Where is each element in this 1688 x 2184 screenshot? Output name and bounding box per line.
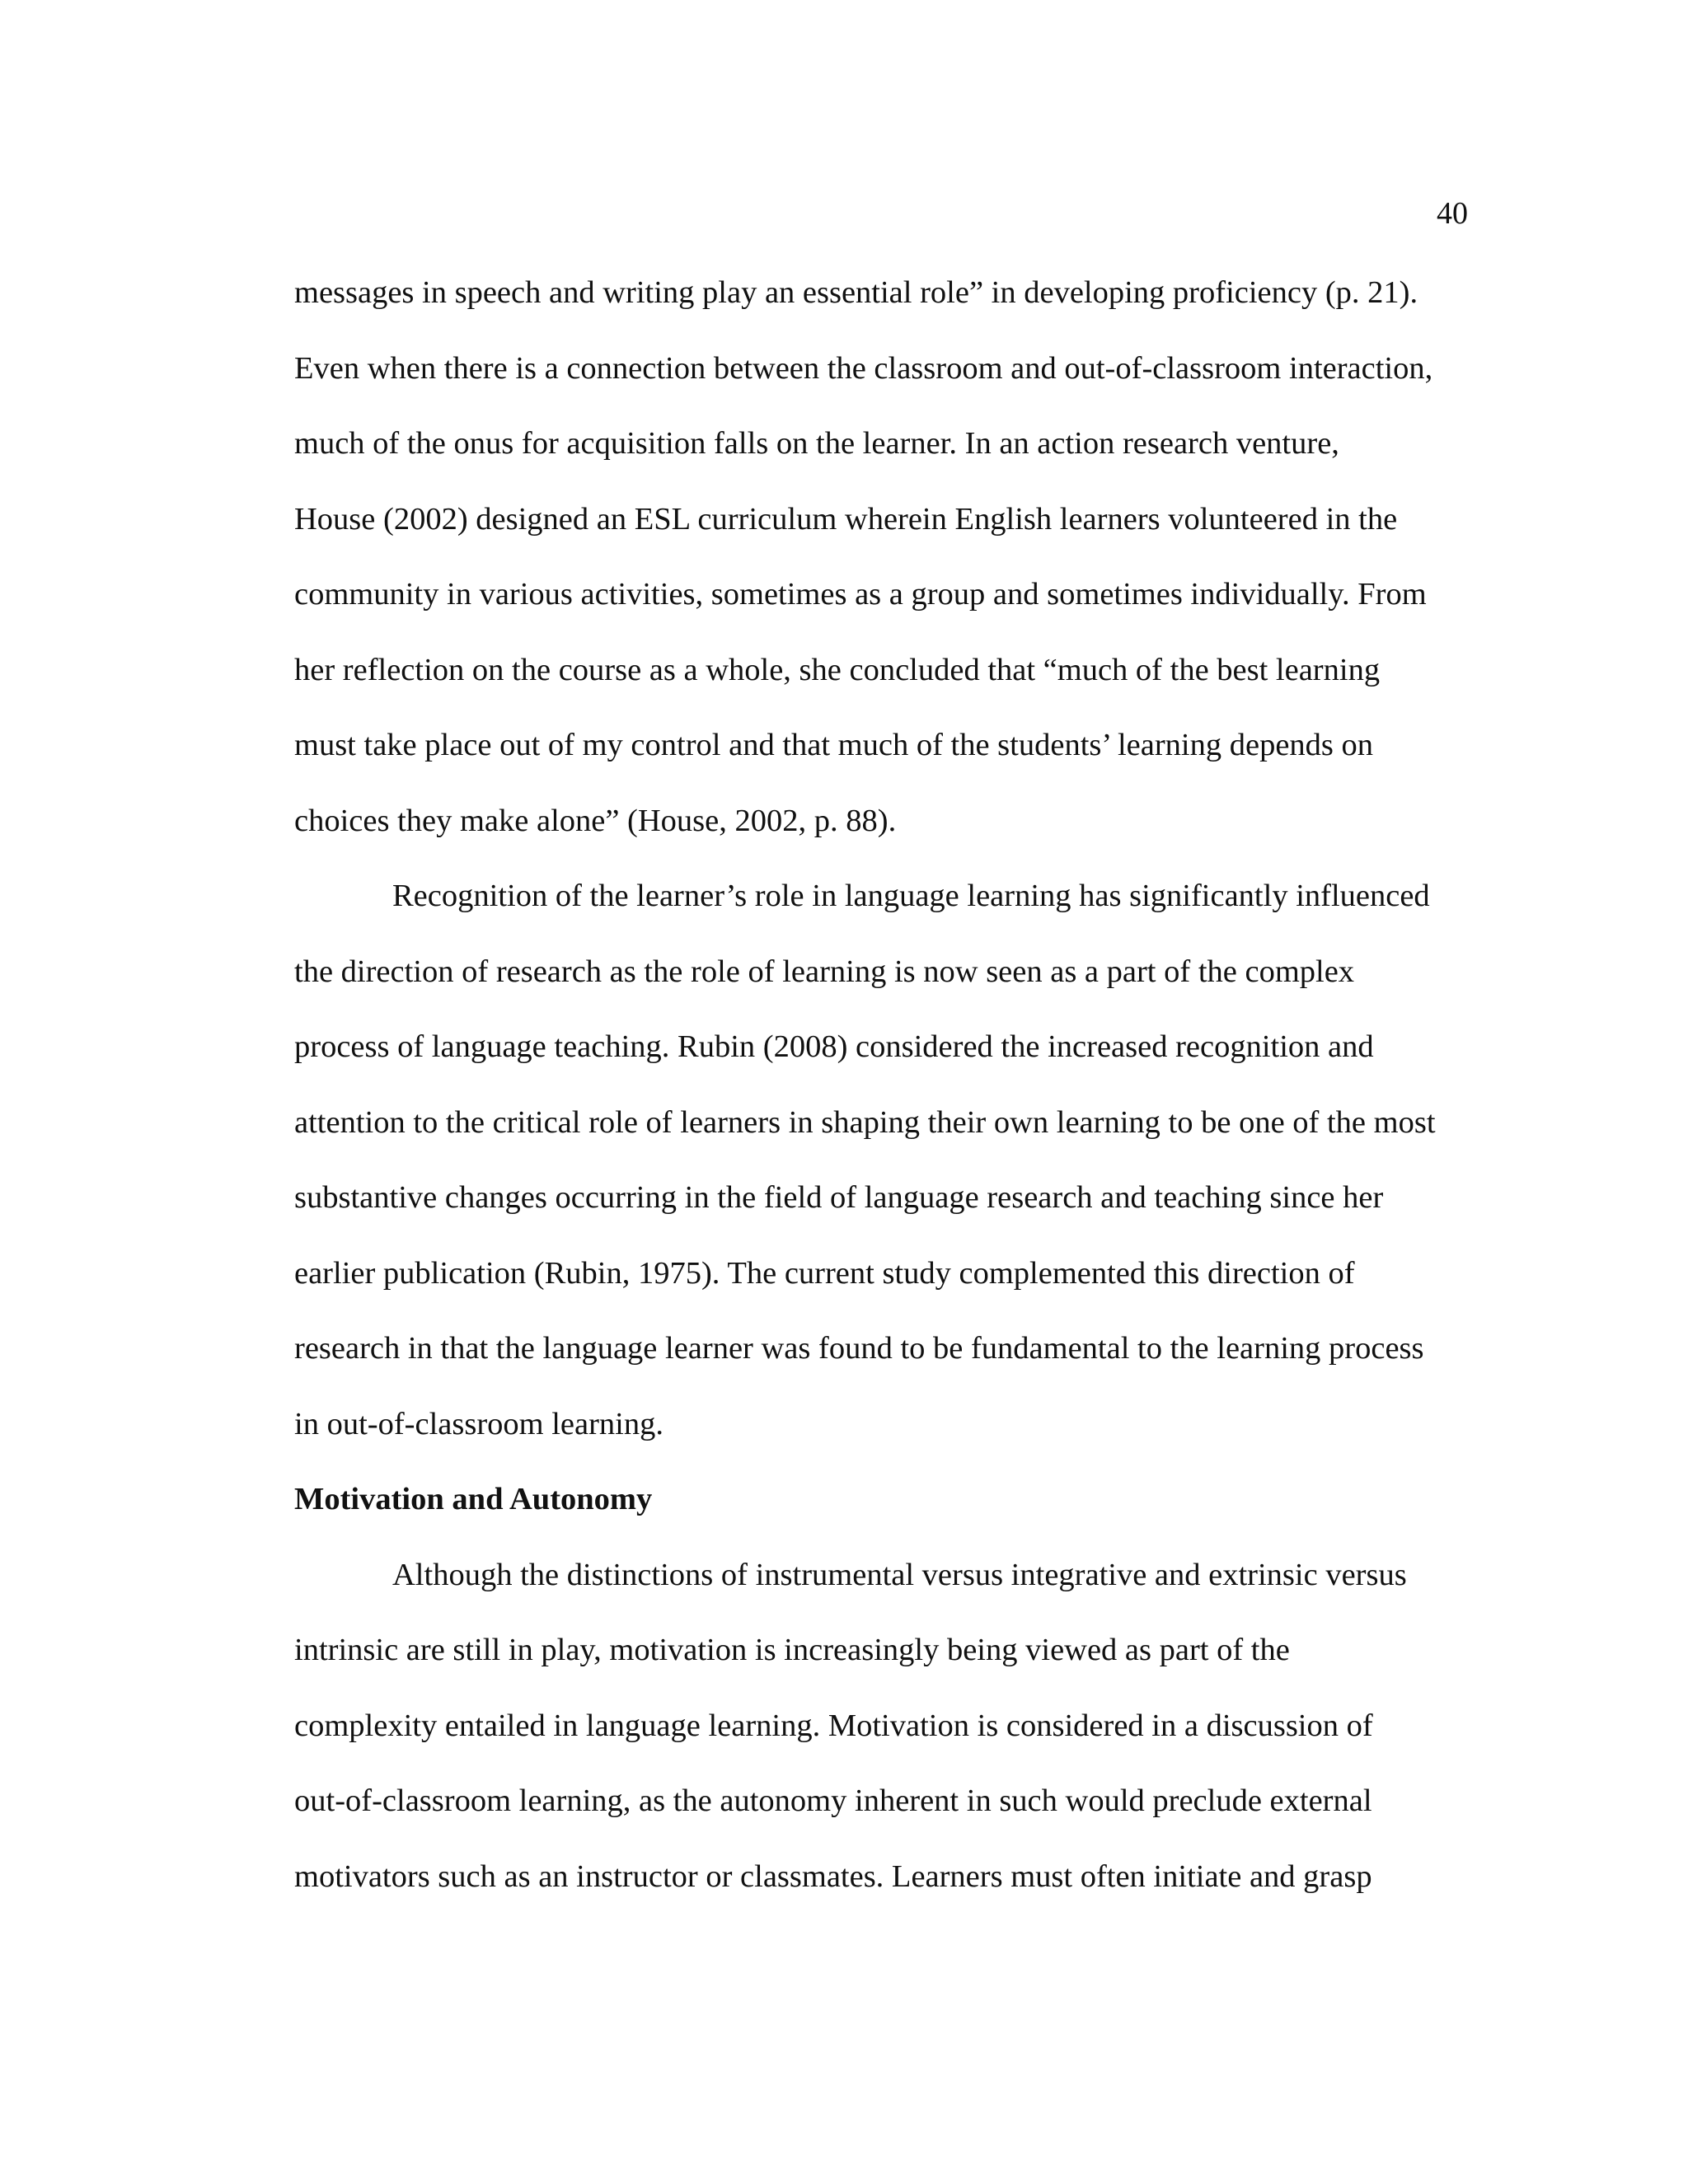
text-line: must take place out of my control and that much of the students’ learning depends on — [294, 728, 1374, 762]
text-line: Recognition of the learner’s role in language learning has significantly influenced — [392, 879, 1430, 913]
text-line: community in various activities, sometimes as a group and sometimes individually. From — [294, 577, 1427, 612]
text-line: process of language teaching. Rubin (2008) considered the increased recognition and — [294, 1029, 1374, 1064]
text-line: intrinsic are still in play, motivation is increasingly being viewed as part of the — [294, 1633, 1290, 1667]
text-line: House (2002) designed an ESL curriculum wherein English learners volunteered in the — [294, 501, 1398, 537]
text-line: earlier publication (Rubin, 1975). The current study complemented this direction of — [294, 1255, 1355, 1291]
body-text — [294, 255, 1481, 1915]
paragraph-motivation — [294, 1538, 1481, 1915]
text-line: Even when there is a connection between the classroom and out-of-classroom interaction, — [294, 350, 1433, 386]
text-line: substantive changes occurring in the field of language research and teaching since her — [294, 1180, 1384, 1215]
text-line: Although the distinctions of instrumental versus integrative and extrinsic versus — [392, 1557, 1407, 1592]
text-line: the direction of research as the role of learning is now seen as a part of the complex — [294, 954, 1355, 989]
text-line: motivators such as an instructor or classmates. Learners must often initiate and grasp — [294, 1858, 1372, 1894]
text-line: in out-of-classroom learning. — [294, 1406, 663, 1441]
text-line: research in that the language learner was found to be fundamental to the learning process — [294, 1331, 1424, 1366]
text-line: attention to the critical role of learners in shaping their own learning to be one of the most — [294, 1104, 1436, 1140]
paragraph-learner-role — [294, 859, 1481, 1462]
text-line: out-of-classroom learning, as the autonomy inherent in such would preclude external — [294, 1783, 1372, 1818]
page-number: 40 — [1437, 196, 1468, 231]
section-heading: Motivation and Autonomy — [294, 1482, 653, 1516]
text-line: messages in speech and writing play an essential role” in developing proficiency (p. 21). — [294, 275, 1418, 310]
text-line: her reflection on the course as a whole, she concluded that “much of the best learning — [294, 652, 1381, 687]
text-line: complexity entailed in language learning. Motivation is considered in a discussion of — [294, 1708, 1373, 1743]
text-line: much of the onus for acquisition falls on the learner. In an action research venture, — [294, 426, 1339, 461]
text-line: choices they make alone” (House, 2002, p. 88). — [294, 803, 897, 838]
paragraph-continuation — [294, 255, 1481, 859]
